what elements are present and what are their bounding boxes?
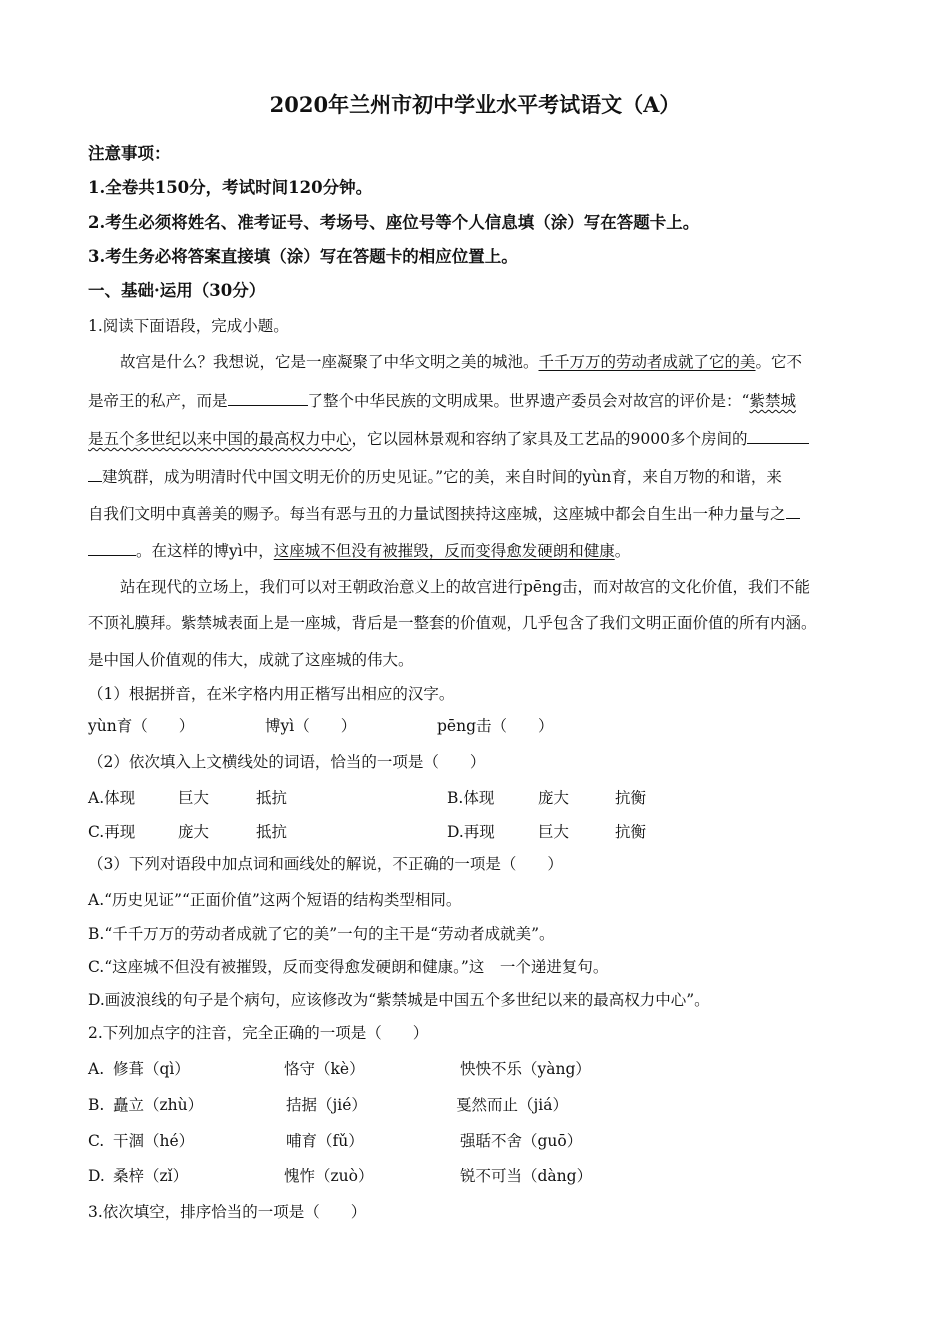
passage-line: 不顶礼膜拜。紫禁城表面上是一座城，背后是一整套的价值观，几乎包含了我们文明正面价值的所有内涵。 [88, 614, 817, 632]
option-label: C. [88, 1132, 105, 1150]
q1-stem: 1.阅读下面语段，完成小题。 [88, 317, 289, 335]
passage-line: 建筑群，成为明清时代中国文明无价的历史见证。”它的美，来自时间的yùn育，来自万物的和谐，来 [88, 466, 863, 487]
fill-blank-3-cont [88, 540, 136, 556]
option-label: B. [88, 1096, 105, 1114]
option-word: 矗立（zhù） [113, 1096, 204, 1114]
option-word: 巨大 [538, 823, 570, 841]
wavy-sentence: 是五个多世纪以来中国的最高权力中心 [88, 430, 352, 448]
option-word: 干涸（hé） [113, 1132, 195, 1150]
section-heading: 一、基础·运用（30分） [88, 281, 266, 300]
option-word: 拮据（jié） [286, 1096, 367, 1114]
q1-sub3-option-c: C.“这座城不但没有被摧毁，反而变得愈发硬朗和健康。”这 一个递进复句。 [88, 958, 609, 976]
q1-sub3-stem: （3）下列对语段中加点词和画线处的解说，不正确的一项是（ ） [88, 855, 563, 873]
q1-sub2-stem: （2）依次填入上文横线处的词语，恰当的一项是（ ） [88, 753, 486, 771]
pinyin-item: 博yì（ ） [265, 717, 357, 735]
notice-heading: 注意事项： [88, 144, 171, 163]
option-word: 抵抗 [256, 789, 288, 807]
q1-sub3-option-a: A.“历史见证”“正面价值”这两个短语的结构类型相同。 [88, 891, 462, 909]
fill-blank-1 [228, 390, 308, 406]
option-word: 怏怏不乐（yàng） [460, 1060, 591, 1078]
option-word: 恪守（kè） [284, 1060, 365, 1078]
option-word: 戛然而止（jiá） [456, 1096, 569, 1114]
pinyin-item: pēng击（ ） [437, 717, 554, 735]
option-word: 锐不可当（dàng） [460, 1167, 593, 1185]
q2-stem: 2.下列加点字的注音，完全正确的一项是（ ） [88, 1024, 429, 1042]
option-word: 哺育（fǔ） [286, 1132, 364, 1150]
passage-line: 站在现代的立场上，我们可以对王朝政治意义上的故宫进行pēng击，而对故宫的文化价值，我们不能 [120, 578, 811, 596]
option-label: C.再现 [88, 823, 136, 841]
notice-item-2: 2.考生必须将姓名、准考证号、考场号、座位号等个人信息填（涂）写在答题卡上。 [88, 213, 700, 232]
underlined-sentence: 这座城不但没有被摧毁，反而变得愈发硬朗和健康 [273, 542, 615, 560]
option-word: 强聒不舍（guō） [460, 1132, 583, 1150]
passage-line: 是五个多世纪以来中国的最高权力中心，它以园林景观和容纳了家具及工艺品的9000多个房间的 [88, 428, 863, 449]
wavy-sentence: 紫禁城 [749, 392, 796, 410]
q1-sub3-option-b: B.“千千万万的劳动者成就了它的美”一句的主干是“劳动者成就美”。 [88, 925, 555, 943]
q1-sub3-option-d: D.画波浪线的句子是个病句，应该修改为“紫禁城是中国五个多世纪以来的最高权力中心”。 [88, 991, 710, 1009]
fill-blank-2 [747, 428, 809, 444]
passage-line: 自我们文明中真善美的赐予。每当有恶与丑的力量试图挟持这座城，这座城中都会自生出一种力量与之 [88, 503, 863, 524]
pinyin-item: yùn育（ ） [88, 717, 195, 735]
option-word: 抵抗 [256, 823, 288, 841]
option-word: 庞大 [178, 823, 210, 841]
notice-item-1: 1.全卷共150分，考试时间120分钟。 [88, 178, 373, 197]
option-label: D. [88, 1167, 105, 1185]
option-label: A.体现 [88, 789, 136, 807]
passage-line: 。在这样的博yì中，这座城不但没有被摧毁，反而变得愈发硬朗和健康。 [88, 540, 863, 561]
option-word: 庞大 [538, 789, 570, 807]
option-word: 抗衡 [615, 823, 647, 841]
passage-line: 是中国人价值观的伟大，成就了这座城的伟大。 [88, 651, 414, 669]
option-word: 修葺（qì） [113, 1060, 190, 1078]
fill-blank-3 [786, 503, 800, 519]
option-word: 愧怍（zuò） [284, 1167, 374, 1185]
fill-blank-2-cont [88, 466, 102, 482]
notice-item-3: 3.考生务必将答案直接填（涂）写在答题卡的相应位置上。 [88, 247, 518, 266]
option-label: D.再现 [447, 823, 495, 841]
option-word: 桑梓（zǐ） [113, 1167, 189, 1185]
option-word: 抗衡 [615, 789, 647, 807]
q1-sub1-stem: （1）根据拼音，在米字格内用正楷写出相应的汉字。 [88, 685, 455, 703]
passage-line: 是帝王的私产，而是 了整个中华民族的文明成果。世界遗产委员会对故宫的评价是：“紫禁城 [88, 392, 796, 410]
underlined-sentence: 千千万万的劳动者成就了它的美 [538, 353, 756, 371]
option-label: B.体现 [447, 789, 495, 807]
q3-stem: 3.依次填空，排序恰当的一项是（ ） [88, 1203, 367, 1221]
option-word: 巨大 [178, 789, 210, 807]
passage-line: 故宫是什么？我想说，它是一座凝聚了中华文明之美的城池。千千万万的劳动者成就了它的美。它不 [120, 353, 803, 371]
option-label: A. [88, 1060, 105, 1078]
page-title: 2020年兰州市初中学业水平考试语文（A） [269, 92, 681, 117]
